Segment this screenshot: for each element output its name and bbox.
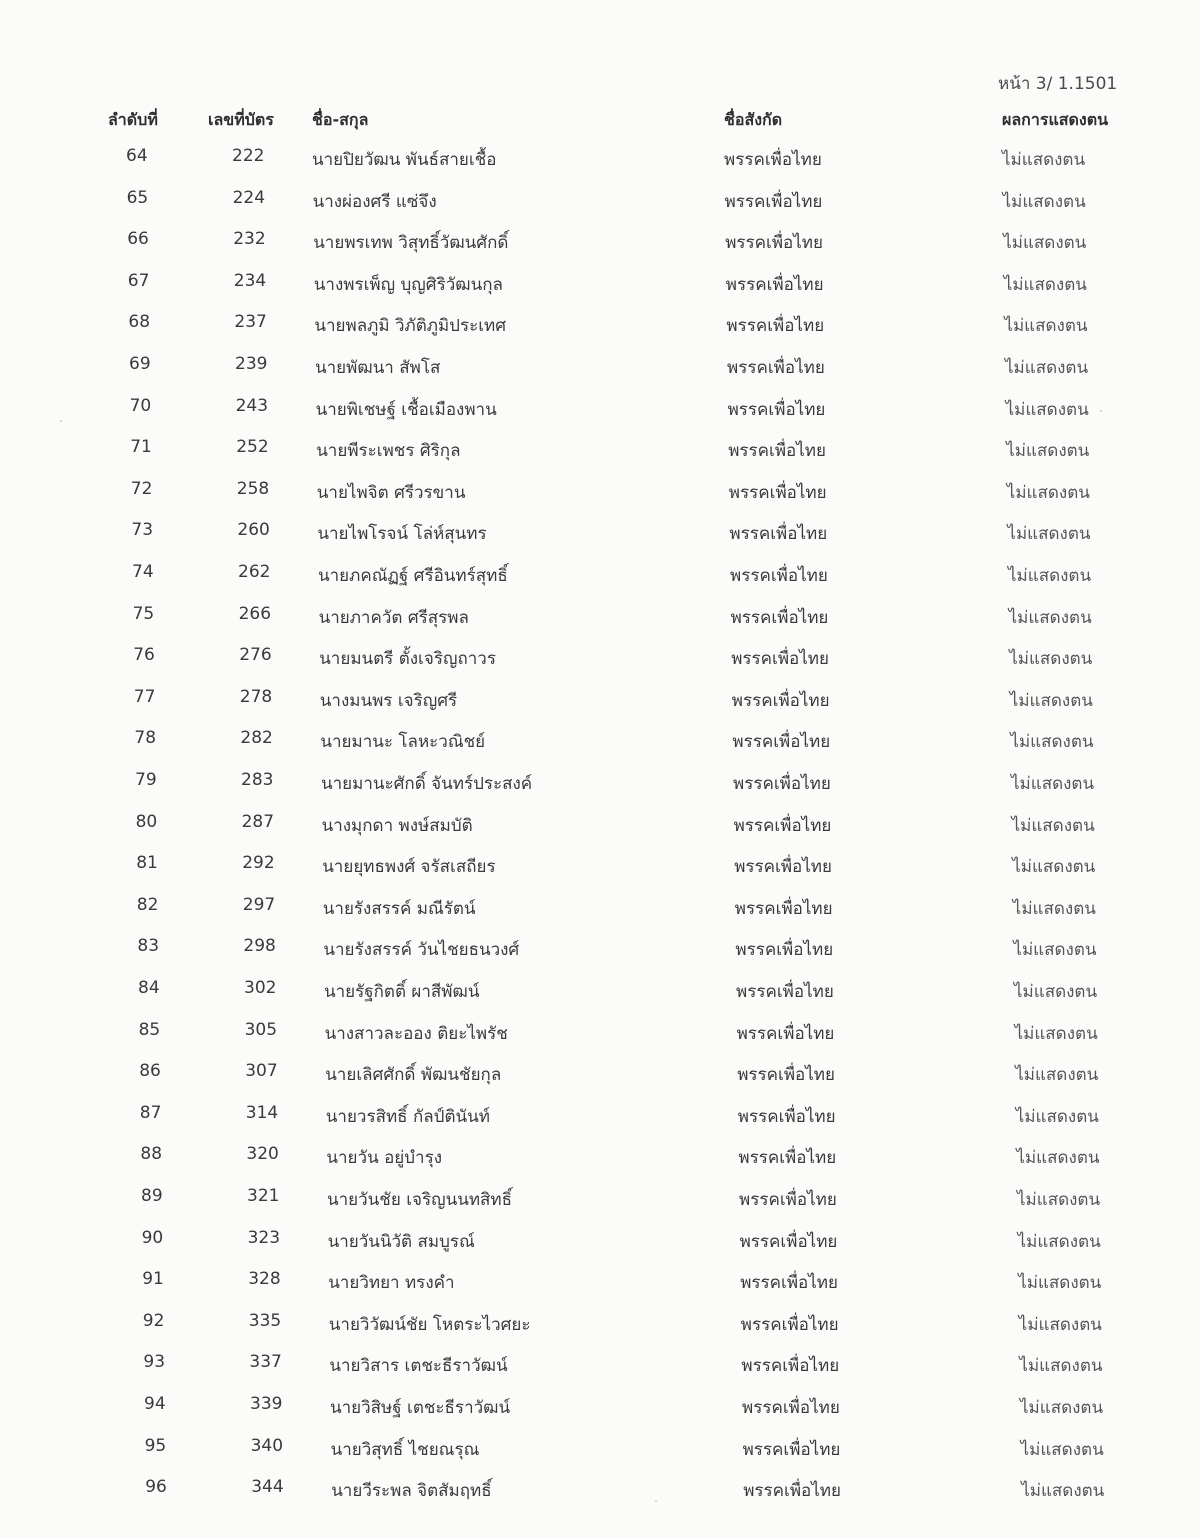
row-party: พรรคเพื่อไทย	[737, 1065, 835, 1086]
row-order: 89	[141, 1186, 163, 1206]
table-row	[14, 1103, 1200, 1133]
row-name: นายภคณัฏฐ์ ศรีอินทร์สุทธิ์	[318, 566, 508, 586]
table-row	[11, 936, 1200, 966]
row-result: ไม่แสดงตน	[1010, 732, 1094, 753]
row-result: ไม่แสดงตน	[1011, 774, 1095, 794]
row-card-no: 320	[246, 1144, 279, 1165]
row-name: นายรังสรรค์ มณีรัตน์	[322, 898, 476, 919]
row-name: นายปิยวัฒน พันธ์สายเชื้อ	[312, 150, 497, 170]
table-row	[6, 562, 1200, 592]
row-order: 86	[139, 1061, 161, 1082]
row-order: 87	[139, 1102, 162, 1123]
row-party: พรรคเพื่อไทย	[731, 690, 830, 711]
row-card-no: 282	[240, 728, 273, 749]
row-name: นายวันนิวัติ สมบูรณ์	[327, 1231, 475, 1252]
table-row	[1, 229, 1200, 259]
row-card-no: 266	[238, 603, 272, 624]
row-party: พรรคเพื่อไทย	[742, 1439, 841, 1460]
row-order: 93	[143, 1352, 166, 1373]
table-row	[14, 1144, 1200, 1174]
row-order: 92	[142, 1310, 165, 1331]
row-result: ไม่แสดงตน	[1011, 815, 1095, 836]
row-result: ไม่แสดงตน	[1005, 399, 1089, 420]
table-row	[1, 188, 1200, 218]
table-row	[19, 1436, 1200, 1466]
table-row	[19, 1477, 1200, 1507]
row-party: พรรคเพื่อไทย	[728, 482, 827, 503]
row-order: 85	[138, 1019, 161, 1040]
table-header	[0, 108, 1200, 138]
table-row	[16, 1269, 1200, 1299]
table-row	[5, 520, 1200, 550]
row-result: ไม่แสดงตน	[1003, 233, 1087, 254]
row-card-no: 262	[238, 562, 271, 582]
table-row	[7, 645, 1200, 675]
row-party: พรรคเพื่อไทย	[730, 566, 828, 586]
row-name: นายวิสุทธิ์ ไชยณรุณ	[330, 1439, 480, 1460]
row-card-no: 344	[251, 1477, 284, 1498]
row-name: นางพรเพ็ญ บุญศิริวัฒนกุล	[313, 274, 503, 295]
row-card-no: 232	[233, 229, 266, 250]
row-result: ไม่แสดงตน	[1009, 690, 1093, 711]
row-order: 84	[138, 978, 160, 998]
header-result: ผลการแสดงตน	[1002, 110, 1109, 129]
table-row	[17, 1311, 1200, 1341]
table-row	[16, 1228, 1200, 1258]
row-party: พรรคเพื่อไทย	[732, 732, 831, 753]
table-row	[15, 1186, 1200, 1216]
row-card-no: 305	[244, 1019, 278, 1040]
table-row	[2, 312, 1200, 342]
row-order: 96	[145, 1477, 167, 1498]
row-party: พรรคเพื่อไทย	[743, 1481, 841, 1502]
row-name: นายเลิศศักดิ์ พัฒนชัยกุล	[325, 1065, 502, 1086]
row-order: 73	[131, 520, 154, 541]
row-result: ไม่แสดงตน	[1021, 1481, 1105, 1502]
table-row	[11, 895, 1200, 925]
row-order: 79	[135, 770, 157, 790]
table-row	[4, 396, 1200, 426]
row-order: 88	[140, 1144, 163, 1165]
row-party: พรรคเพื่อไทย	[737, 1106, 836, 1127]
row-party: พรรคเพื่อไทย	[739, 1190, 837, 1210]
row-result: ไม่แสดงตน	[1015, 1065, 1099, 1086]
row-order: 69	[129, 354, 151, 374]
row-name: นายวิทยา ทรงคำ	[328, 1273, 455, 1294]
row-order: 95	[144, 1435, 167, 1456]
row-card-no: 239	[235, 354, 268, 374]
row-result: ไม่แสดงตน	[1008, 607, 1092, 628]
row-order: 83	[137, 936, 160, 957]
row-card-no: 323	[247, 1227, 281, 1248]
row-name: นายวิสิษฐ์ เตชะธีราวัฒน์	[330, 1398, 511, 1418]
table-row	[5, 479, 1200, 509]
table-row	[8, 687, 1200, 717]
row-card-no: 340	[250, 1435, 284, 1456]
row-party: พรรคเพื่อไทย	[733, 815, 832, 836]
row-party: พรรคเพื่อไทย	[724, 150, 822, 170]
row-card-no: 243	[235, 395, 269, 416]
row-result: ไม่แสดงตน	[1006, 441, 1090, 462]
row-result: ไม่แสดงตน	[1013, 940, 1097, 961]
table-row	[12, 978, 1200, 1008]
row-name: นายมนตรี ตั้งเจริญถาวร	[319, 649, 496, 670]
row-name: นายพลภูมิ วิภัติภูมิประเทศ	[314, 316, 507, 337]
table-row	[8, 728, 1200, 758]
row-party: พรรคเพื่อไทย	[731, 649, 829, 670]
row-card-no: 237	[234, 312, 267, 333]
row-card-no: 258	[236, 478, 270, 499]
row-result: ไม่แสดงตน	[1009, 649, 1093, 670]
row-card-no: 260	[237, 520, 270, 541]
row-result: ไม่แสดงตน	[1012, 898, 1096, 919]
row-party: พรรคเพื่อไทย	[738, 1148, 837, 1169]
row-name: นายวิวัฒน์ชัย โหตระไวศยะ	[328, 1314, 531, 1335]
row-card-no: 328	[248, 1269, 281, 1290]
row-result: ไม่แสดงตน	[1019, 1356, 1103, 1377]
row-party: พรรคเพื่อไทย	[724, 191, 823, 212]
table-row	[3, 354, 1200, 384]
row-card-no: 321	[247, 1186, 280, 1206]
row-order: 77	[133, 686, 156, 707]
row-party: พรรคเพื่อไทย	[725, 233, 823, 254]
row-card-no: 298	[243, 936, 276, 957]
row-order: 81	[136, 853, 158, 874]
row-result: ไม่แสดงตน	[1012, 857, 1096, 878]
row-result: ไม่แสดงตน	[1018, 1314, 1102, 1335]
header-party: ชื่อสังกัด	[724, 110, 783, 129]
row-party: พรรคเพื่อไทย	[730, 607, 829, 628]
table-row	[4, 437, 1200, 467]
row-party: พรรคเพื่อไทย	[736, 1023, 835, 1044]
table-row	[2, 271, 1200, 301]
page-number: หน้า 3/ 1.1501	[998, 74, 1118, 94]
row-order: 68	[128, 312, 151, 333]
scan-speck	[1100, 410, 1102, 412]
row-party: พรรคเพื่อไทย	[735, 940, 834, 961]
row-name: นายพรเทพ วิสุทธิ์วัฒนศักดิ์	[313, 233, 509, 254]
row-name: นายวีระพล จิตสัมฤทธิ์	[331, 1481, 492, 1502]
row-order: 72	[130, 478, 153, 499]
row-name: นายวรสิทธิ์ กัลป์ตินันท์	[325, 1106, 490, 1127]
row-order: 74	[132, 562, 154, 582]
row-card-no: 222	[232, 146, 265, 166]
row-order: 94	[144, 1394, 166, 1414]
row-card-no: 283	[241, 770, 274, 790]
row-card-no: 292	[242, 853, 275, 874]
row-party: พรรคเพื่อไทย	[733, 774, 831, 794]
row-card-no: 314	[245, 1102, 279, 1123]
row-name: นายรังสรรค์ วันไชยธนวงศ์	[323, 940, 520, 961]
row-card-no: 224	[232, 187, 266, 208]
header-card-no: เลขที่บัตร	[208, 110, 274, 129]
row-card-no: 252	[236, 437, 269, 458]
row-order: 82	[136, 894, 159, 915]
row-result: ไม่แสดงตน	[1020, 1398, 1104, 1418]
row-card-no: 302	[244, 978, 277, 998]
header-order: ลำดับที่	[108, 110, 158, 129]
row-card-no: 276	[239, 645, 272, 666]
row-name: นายยุทธพงศ์ จรัสเสถียร	[322, 857, 496, 878]
row-party: พรรคเพื่อไทย	[739, 1231, 838, 1252]
row-result: ไม่แสดงตน	[1002, 191, 1086, 212]
row-name: นางมนพร เจริญศรี	[319, 690, 458, 711]
row-result: ไม่แสดงตน	[1003, 274, 1087, 295]
row-card-no: 307	[245, 1061, 278, 1082]
table-row	[7, 604, 1200, 634]
row-order: 70	[129, 395, 152, 416]
scan-speck	[655, 1500, 657, 1502]
row-result: ไม่แสดงตน	[1008, 566, 1092, 586]
row-result: ไม่แสดงตน	[1002, 150, 1086, 170]
row-name: นายวิสาร เตชะธีราวัฒน์	[329, 1356, 508, 1377]
row-result: ไม่แสดงตน	[1007, 524, 1091, 545]
row-order: 75	[132, 603, 155, 624]
row-party: พรรคเพื่อไทย	[742, 1398, 840, 1418]
row-party: พรรคเพื่อไทย	[727, 399, 826, 420]
row-name: นายรัฐกิตติ์ ผาสีพัฒน์	[324, 982, 480, 1002]
row-party: พรรคเพื่อไทย	[734, 898, 833, 919]
row-party: พรรคเพื่อไทย	[741, 1356, 840, 1377]
row-result: ไม่แสดงตน	[1018, 1273, 1102, 1294]
table-row	[13, 1020, 1200, 1050]
row-order: 78	[134, 728, 157, 749]
row-party: พรรคเพื่อไทย	[729, 524, 828, 545]
table-row	[18, 1394, 1200, 1424]
row-name: นางสาวละออง ติยะไพรัช	[324, 1023, 508, 1044]
row-party: พรรคเพื่อไทย	[728, 441, 826, 462]
row-party: พรรคเพื่อไทย	[740, 1314, 839, 1335]
row-result: ไม่แสดงตน	[1017, 1190, 1101, 1210]
row-name: นายพีระเพชร ศิริกุล	[316, 441, 461, 462]
row-order: 91	[142, 1269, 164, 1290]
row-result: ไม่แสดงตน	[1014, 982, 1098, 1002]
table-row	[10, 853, 1200, 883]
row-result: ไม่แสดงตน	[1015, 1106, 1099, 1127]
row-party: พรรคเพื่อไทย	[726, 316, 825, 337]
row-name: นายภาควัต ศรีสุรพล	[318, 607, 469, 628]
row-name: นายมานะศักดิ์ จันทร์ประสงค์	[321, 774, 533, 794]
row-result: ไม่แสดงตน	[1005, 358, 1089, 378]
row-card-no: 339	[250, 1394, 283, 1414]
row-name: นายวัน อยู่บำรุง	[326, 1148, 443, 1169]
table-row	[0, 146, 1200, 176]
row-name: นายวันชัย เจริญนนทสิทธิ์	[327, 1190, 512, 1210]
row-name: นายพัฒนา สัพโส	[315, 358, 441, 378]
row-name: นายพิเชษฐ์ เชื้อเมืองพาน	[315, 399, 497, 420]
row-order: 66	[127, 229, 149, 250]
row-order: 67	[127, 270, 150, 291]
row-order: 71	[130, 437, 152, 458]
row-result: ไม่แสดงตน	[1014, 1023, 1098, 1044]
row-order: 64	[126, 146, 148, 166]
row-name: นายไพโรจน์ โล่ห์สุนทร	[317, 524, 487, 545]
table-row	[9, 770, 1200, 800]
table-row	[13, 1061, 1200, 1091]
row-card-no: 234	[233, 270, 267, 291]
row-card-no: 287	[241, 811, 275, 832]
table-row	[10, 812, 1200, 842]
row-name: นางผ่องศรี แซ่จึง	[312, 191, 437, 212]
row-order: 80	[135, 811, 158, 832]
row-result: ไม่แสดงตน	[1017, 1231, 1101, 1252]
row-result: ไม่แสดงตน	[1006, 482, 1090, 503]
row-party: พรรคเพื่อไทย	[727, 358, 825, 378]
row-name: นายไพจิต ศรีวรขาน	[316, 482, 466, 503]
row-card-no: 278	[239, 686, 273, 707]
row-order: 76	[133, 645, 155, 666]
row-card-no: 335	[248, 1310, 282, 1331]
row-party: พรรคเพื่อไทย	[725, 274, 824, 295]
row-order: 65	[126, 187, 149, 208]
row-party: พรรคเพื่อไทย	[736, 982, 834, 1002]
row-party: พรรคเพื่อไทย	[740, 1273, 838, 1294]
scan-speck	[60, 420, 62, 422]
header-name: ชื่อ-สกุล	[312, 110, 369, 129]
row-result: ไม่แสดงตน	[1020, 1439, 1104, 1460]
row-result: ไม่แสดงตน	[1004, 316, 1088, 337]
row-name: นางมุกดา พงษ์สมบัติ	[321, 815, 473, 836]
row-name: นายมานะ โลหะวณิชย์	[320, 732, 486, 753]
row-order: 90	[141, 1227, 164, 1248]
table-row	[17, 1352, 1200, 1382]
row-result: ไม่แสดงตน	[1016, 1148, 1100, 1169]
row-party: พรรคเพื่อไทย	[734, 857, 832, 878]
row-card-no: 337	[249, 1352, 282, 1373]
row-card-no: 297	[242, 894, 276, 915]
